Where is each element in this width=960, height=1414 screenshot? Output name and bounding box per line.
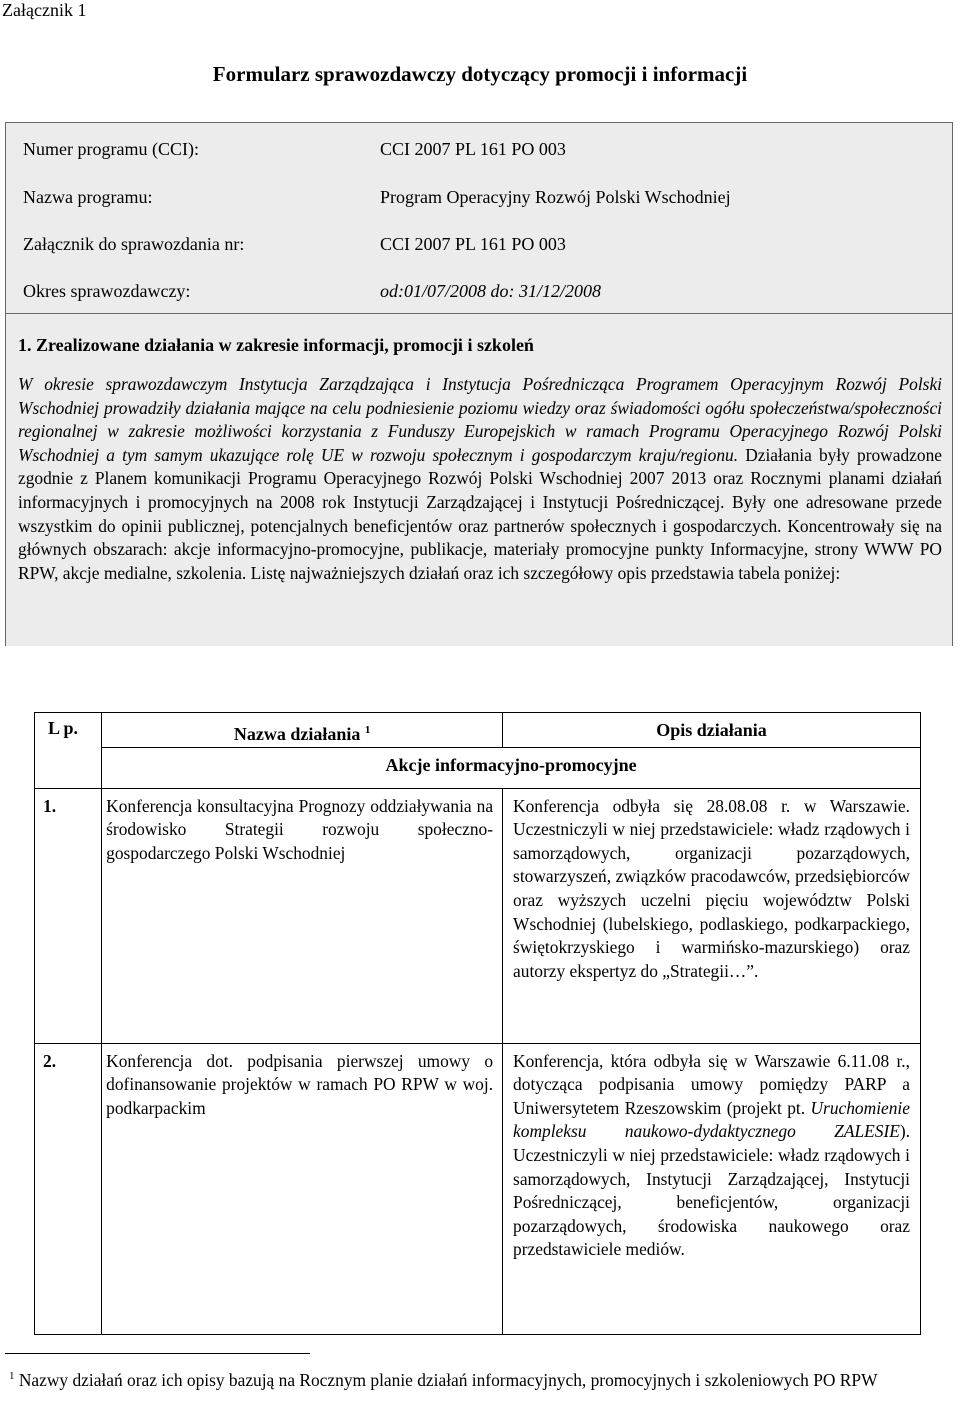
section-label: [102, 747, 921, 788]
program-number-value: CCI 2007 PL 161 PO 003: [380, 139, 566, 159]
footnote-text: Nazwy działań oraz ich opisy bazują na Rocznym planie działań informacyjnych, promocyjnych i szkoleniowych PO RPW: [14, 1369, 878, 1390]
header-name-text: Nazwa działania: [233, 724, 361, 744]
program-name-label: Nazwa programu:: [23, 187, 153, 207]
program-number-label: Numer programu (CCI):: [23, 139, 199, 159]
period-label: Okres sprawozdawczy:: [23, 281, 191, 301]
header-desc: [503, 713, 921, 748]
header-lp: [35, 713, 102, 789]
form-title: Formularz sprawozdawczy dotyczący promocji i informacji: [212, 62, 748, 86]
header-name-footnote-ref: 1: [364, 724, 371, 736]
row-action-name: Konferencja konsultacyjna Prognozy oddziaływania na środowisko Strategii rozwoju społeczno-gospodarczego Polski Wschodniej: [102, 788, 503, 1043]
section-1-title: 1. Zrealizowane działania w zakresie informacji, promocji i szkoleń: [18, 335, 534, 355]
paragraph-regular: Działania były prowadzone zgodnie z Planem komunikacji Programu Operacyjnego Rozwój Polski Wschodniej 2007 2013 oraz Rocznymi planami działań informacyjnych i promocyjnych na 2008 rok Instytucji Zarządzającej i Instytucji Pośredniczącej. Były one adresowane przede wszystkim do opinii publicznej, potencjalnych beneficjentów oraz partnerów społecznych i gospodarczych. Koncentrowały się na głównych obszarach: akcje informacyjno-promocyjne, publikacje, materiały promocyjne punkty Informacyjne, strony WWW PO RPW, akcje medialne, szkolenia. Listę najważniejszych działań oraz ich szczegółowy opis przedstawia tabela poniżej:: [18, 444, 942, 583]
report-attachment-label: Załącznik do sprawozdania nr:: [23, 234, 245, 254]
row-desc-text-a: Konferencja, która odbyła się w Warszawie 6.11.08 r., dotycząca podpisania umowy pomiędzy PARP a Uniwersytetem Rzeszowskim (projekt pt.: [513, 1050, 910, 1118]
row-action-name: Konferencja dot. podpisania pierwszej umowy o dofinansowanie projektów w ramach PO RPW w woj. podkarpackim: [102, 1043, 503, 1334]
row-desc-project-title: Uruchomienie kompleksu naukowo-dydaktycznego ZALESIE: [513, 1097, 910, 1142]
footnote-number: 1: [9, 1370, 15, 1382]
header-lp-text: L p.: [48, 718, 79, 738]
table-header-row: [35, 713, 921, 748]
section-label-text: Akcje informacyjno-promocyjne: [385, 754, 637, 775]
actions-table: [34, 712, 921, 1335]
row-action-desc: [503, 788, 921, 1043]
footnote-separator: [5, 1353, 310, 1354]
paragraph-italic: W okresie sprawozdawczym Instytucja Zarządzająca i Instytucja Pośrednicząca Programem Operacyjnym Rozwój Polski Wschodniej prowadziły działania mające na celu podniesienie poziomu wiedzy oraz świadomości ogółu społeczeństwa/społeczności regionalnej w zakresie możliwości korzystania z Funduszy Europejskich w ramach Programu Operacyjnego Rozwój Polski Wschodniej a tym samym ukazujące rolę UE w rozwoju społecznym i gospodarczym kraju/regionu.: [18, 374, 942, 465]
period-value: od:01/07/2008 do: 31/12/2008: [380, 281, 601, 301]
row-desc-text-b: ). Uczestniczyli w niej przedstawiciele: władz rządowych i samorządowych, Instytucji Zarządzającej, Instytucji Pośredniczącej, beneficjentów, organizacji pozarządowych, środowiska naukowego oraz przedstawiciele mediów.: [513, 1121, 910, 1260]
table-section-row: [35, 747, 921, 788]
program-name-value: Program Operacyjny Rozwój Polski Wschodniej: [380, 187, 731, 207]
header-desc-text: Opis działania: [656, 720, 767, 740]
header-name: [102, 713, 503, 748]
table-row: [35, 1043, 921, 1334]
row-action-desc: [503, 1043, 921, 1334]
report-info-box: [5, 122, 953, 646]
row-desc-text: Konferencja odbyła się 28.08.08 r. w Warszawie. Uczestniczyli w niej przedstawiciele: władz rządowych i samorządowych, organizacji pozarządowych, stowarzyszeń, związków pracodawców, przedsiębiorców oraz wyższych uczelni pięciu województw Polski Wschodniej (lubelskiego, podlaskiego, podkarpackiego, świętokrzyskiego i warmińsko-mazurskiego) oraz autorzy ekspertyz do „Strategii…”.: [513, 795, 910, 981]
row-number: 2.: [35, 1043, 102, 1334]
report-attachment-value: CCI 2007 PL 161 PO 003: [380, 234, 566, 254]
table-row: [35, 788, 921, 1043]
section-1-paragraph: [18, 373, 942, 585]
row-number: 1.: [35, 788, 102, 1043]
attachment-label: Załącznik 1: [2, 0, 87, 20]
footnote: [9, 1365, 909, 1392]
